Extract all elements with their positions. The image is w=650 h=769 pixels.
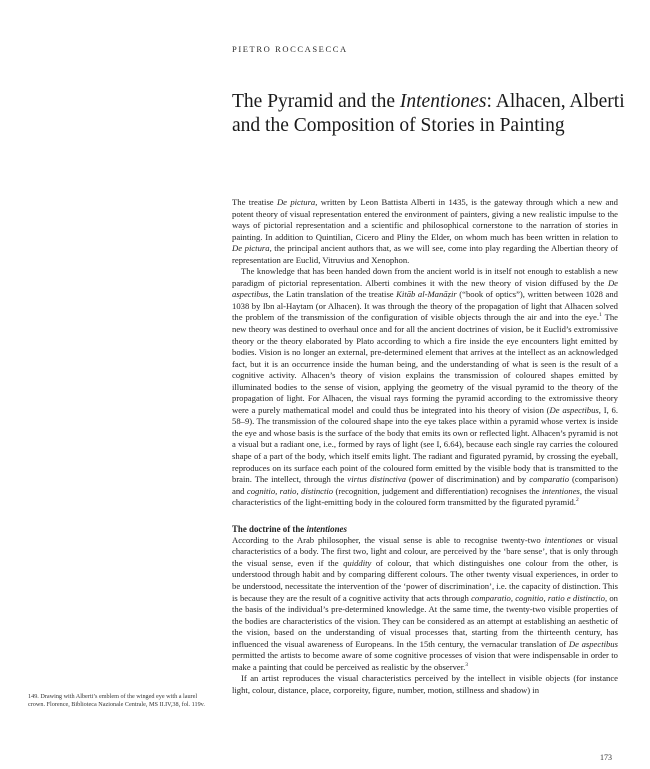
italic-run: cognitio, ratio, distinctio xyxy=(246,485,334,496)
text-run: (recognition, judgement and differentiation) recognises the xyxy=(333,485,543,496)
title-part: The Pyramid and the xyxy=(232,91,400,112)
text-run: (“book of optics”), written between 1028 and 1038 by Ibn al-Haytam (or Alhacen). It was through the theory of the propagation of light that Alhacen solved the problem of the transmission of the configuration of visible objects through the air and into the eye. xyxy=(232,289,618,323)
text-run: (power of discrimination) and by xyxy=(405,474,530,485)
text-run: of colour, that which distinguishes one colour from the other, is understood through habit and by comparing different colours. The other twenty visual experiences, in order to be understood, necessitate the intervention of the ‘power of discrimination’, i.e. the capacity of distinction. This is because they are the result of a cognitive activity that acts through xyxy=(232,557,618,603)
text-run: or visual characteristics of a body. The first two, light and colour, are perceived by the ‘bare sense’, that is only through the visual sense, even if the xyxy=(232,534,618,568)
title-italic: Intentiones xyxy=(399,91,487,112)
italic-run: comparatio xyxy=(529,474,570,485)
text-run: , the visual characteristics of the light-emitting body in the coloured form transmitted by the figurated pyramid. xyxy=(232,485,618,508)
text-run: , I, 6. 58–9). The transmission of the coloured shape into the eye takes place within a pyramid whose vertex is inside the eye and whose basis is the surface of the body that emits its own or reflected light. Alhacen’s pyramid is not a visual but a radiant one, i.e., formed by rays of light (see I, 6.64), because each single ray carries the coloured shape of a part of the body, which itself emits light. The radiant and figurated pyramid, by crossing the eyeball, reproduces on its surface each point of the coloured form emitted by the visible body that is transmitted to the brain. The intellect, through the xyxy=(232,404,618,485)
italic-run: virtus distinctiva xyxy=(347,474,406,485)
body-text xyxy=(232,197,618,696)
text-run: According to the Arab philosopher, the visual sense is able to recognise twenty-two xyxy=(232,534,545,545)
page-number: 173 xyxy=(600,753,612,762)
text-run: permitted the artists to become aware of some cognitive processes of vision that were indispensable in order to make a painting that could be perceived as realistic by the observer. xyxy=(232,650,618,672)
footnote-marker[interactable]: 1 xyxy=(599,312,602,319)
text-run: , on the basis of the individual’s pre-determined knowledge. At the same time, the twenty-two visible properties of the bodies are characteristics of the vision. They can be considered as an attempt at establishing an aesthetic of the vision, based on the understanding of visual processes that, starting from the thirteenth century, has influenced the visual awareness of Europeans. In the 15th century, the vernacular translation of xyxy=(232,592,618,649)
italic-run: Kitāb al-Manāẓir xyxy=(396,289,457,300)
heading-text: The doctrine of the xyxy=(232,523,307,534)
text-run: , the Latin translation of the treatise xyxy=(268,289,397,300)
paragraph xyxy=(232,673,618,696)
text-run: , the principal ancient authors that, as we will see, come into play regarding the Albertian theory of representation are Euclid, Vitruvius and Xenophon. xyxy=(232,243,618,265)
text-run: The knowledge that has been handed down from the ancient world is in itself not enough to establish a new paradigm of pictorial representation. Alberti combines it with the new theory of vision diffused by the xyxy=(232,266,618,288)
text-run: If an artist reproduces the visual characteristics perceived by the intellect in visible objects (for instance light, colour, distance, place, corporeity, figure, number, motion, stillness and shadow) in xyxy=(232,673,618,695)
heading-italic: intentiones xyxy=(306,523,347,534)
italic-run: De aspectibus xyxy=(568,638,618,649)
text-run: The new theory was destined to overhaul once and for all the ancient doctrines of vision, be it Euclid’s extromissive theory or the theory elaborated by Plato according to which a fire inside the eye encounters light emitted by bodies. Vision is no longer an external, pre-determined element that arrives at the intellect as an acknowledged fact, but it is an occurrence inside the human being, and the understanding of what is seen is the result of a cognitive activity. Alhacen’s theory of vision explains the transmission of coloured shapes emitted by illuminated bodies to the sense of vision, applying the geometry of the visual pyramid to the theory of the propagation of light. For Alhacen, the visual rays forming the pyramid according to the extromissive theory were a purely mathematical model and could thus be integrated into his theory of vision ( xyxy=(232,312,618,415)
italic-run: comparatio, cognitio, ratio e distinctio xyxy=(471,592,605,603)
italic-run: intentiones xyxy=(544,534,583,545)
text-run: The treatise xyxy=(232,197,277,207)
italic-run: intentiones xyxy=(542,485,580,496)
figure-caption: 149. Drawing with Alberti’s emblem of the winged eye with a laurel crown. Florence, Biblioteca Nazionale Centrale, MS II.IV,38, fol. 119v. xyxy=(28,693,205,709)
paragraph xyxy=(232,535,618,674)
section-heading xyxy=(232,523,618,535)
footnote-marker[interactable]: 3 xyxy=(465,661,469,668)
chapter-title xyxy=(232,90,632,138)
italic-run: quiddity xyxy=(343,557,372,568)
paragraph xyxy=(232,197,618,266)
italic-run: De pictura xyxy=(276,197,316,207)
italic-run: De aspectibus xyxy=(232,277,618,300)
text-run: , written by Leon Battista Alberti in 1435, is the gateway through which a new and potent theory of visual representation entered the environment of painters, giving a new realistic impulse to the ways of pictorial representation and a scientific and philosophical cornerstone to the narration of stories in painting. In addition to Quintilian, Cicero and Pliny the Elder, on whom much has been written in relation to xyxy=(232,197,618,242)
italic-run: De aspectibus xyxy=(549,404,599,415)
text-run: (comparison) and xyxy=(232,474,618,496)
footnote-marker[interactable]: 2 xyxy=(575,497,579,504)
running-header-author: PIETRO ROCCASECCA xyxy=(232,44,348,54)
italic-run: De pictura xyxy=(232,243,270,254)
paragraph xyxy=(232,266,618,508)
title-part: : Alhacen, Alberti and the Composition of Stories in Painting xyxy=(232,91,625,136)
